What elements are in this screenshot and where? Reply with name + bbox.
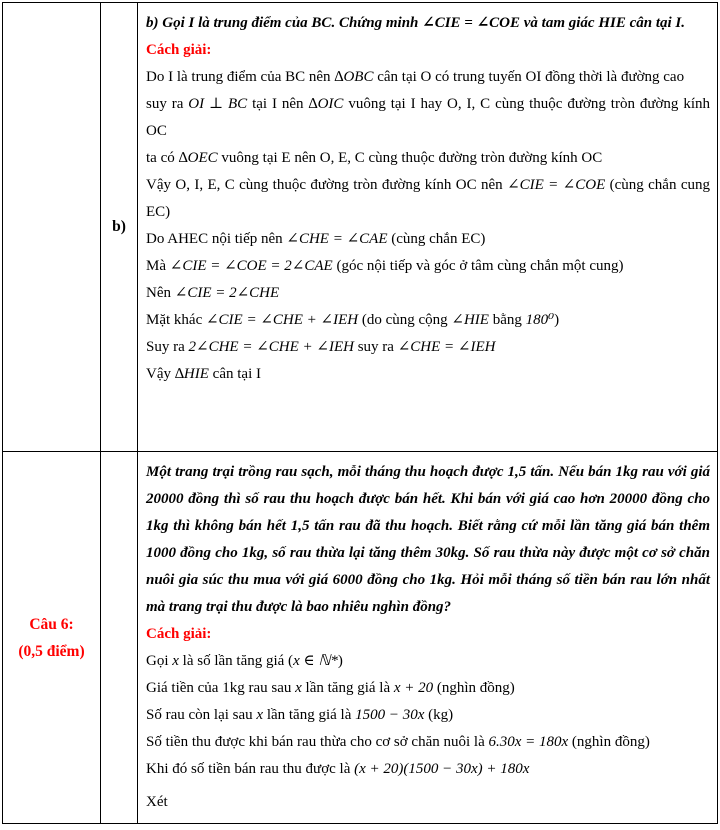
- solution-step: [146, 334, 710, 361]
- math-expression: ∠CIE = ∠COE: [507, 177, 606, 193]
- text-segment: và tam giác HIE cân tại I.: [520, 15, 686, 31]
- text-segment: (nghìn đồng): [568, 734, 650, 750]
- question-number-cell-empty: [3, 3, 101, 451]
- solution-step: [146, 145, 710, 172]
- answer-sheet-table: [2, 2, 718, 824]
- math-expression: 2∠CHE = ∠CHE + ∠IEH: [188, 339, 354, 355]
- row-part-b: [3, 3, 717, 451]
- text-segment: vuông tại E nên O, E, C cùng thuộc đường tròn đường kính OC: [217, 150, 603, 166]
- math-expression: x + 20: [393, 680, 434, 696]
- text-segment: Số rau còn lại sau: [146, 707, 257, 723]
- solution-step: [146, 172, 710, 226]
- text-segment: lần tăng giá là: [301, 680, 394, 696]
- solution-step: [146, 702, 710, 729]
- text-segment: (cùng chắn cung EC): [146, 177, 711, 220]
- text-segment: Giá tiền của 1kg rau sau: [146, 680, 296, 696]
- text-segment: Xét: [146, 794, 168, 810]
- text-segment: cân tại I: [208, 366, 261, 382]
- math-expression: ∠CIE = ∠COE: [422, 15, 521, 31]
- text-segment: b) Gọi I là trung điểm của BC. Chứng minh: [146, 15, 423, 31]
- solution-step: [146, 729, 710, 756]
- math-expression: x: [295, 680, 302, 696]
- math-expression: 1500 − 30x: [355, 707, 425, 723]
- text-segment: Khi đó số tiền bán rau thu được là: [146, 761, 355, 777]
- text-segment: Nên: [146, 285, 175, 301]
- statement-part-b: [146, 10, 710, 37]
- solution-step: [146, 280, 710, 307]
- solution-content-cell-b: [138, 3, 717, 451]
- text-segment: bằng: [488, 312, 526, 328]
- solution-step: [146, 675, 710, 702]
- solution-step: [146, 226, 710, 253]
- math-expression: ∠HIE: [451, 312, 489, 328]
- text-segment: suy ra: [353, 339, 398, 355]
- text-segment: Một trang trại trồng rau sạch, mỗi tháng thu hoạch được 1,5 tấn. Nếu bán 1kg rau với giá 20000 đồng thì số rau thu hoạch được bán hết. Khi bán với giá cao hơn 20000 đồng cho 1kg thì không bán hết 1,5 tấn rau đã thu hoạch. Biết rằng cứ mỗi lần tăng giá bán thêm 1000 đồng cho 1kg, số rau thừa lại tăng thêm 30kg. Số rau thừa này được một cơ sở chăn nuôi gia súc thu mua với giá 6000 đồng cho 1kg. Hỏi mỗi tháng số tiền bán rau lớn nhất mà trang trại thu được là bao nhiêu nghìn đồng?: [146, 464, 710, 615]
- math-expression: ∆HIE: [174, 366, 209, 382]
- question-6-label: Câu 6:: [29, 615, 74, 633]
- text-segment: (cùng chắn EC): [387, 231, 486, 247]
- part-label: b): [112, 218, 126, 235]
- math-expression: 6.30x = 180x: [488, 734, 569, 750]
- text-segment: Do AHEC nội tiếp nên: [146, 231, 287, 247]
- math-expression: ∠CIE = 2∠CHE: [174, 285, 280, 301]
- solution-step: [146, 64, 710, 91]
- text-segment: là số lần tăng giá (: [178, 653, 294, 669]
- text-segment: Mà: [146, 258, 170, 274]
- math-expression: ∠CHE = ∠CAE: [286, 231, 388, 247]
- math-expression: ∆OBC: [334, 69, 374, 85]
- solution-step: [146, 91, 710, 145]
- solution-method-heading: Cách giải:: [146, 626, 212, 642]
- text-segment: Vậy: [146, 366, 175, 382]
- text-segment: Suy ra: [146, 339, 189, 355]
- solution-step: [146, 789, 710, 816]
- row-question-6: [3, 451, 717, 823]
- math-expression: ∠CHE = ∠IEH: [397, 339, 496, 355]
- solution-step: [146, 253, 710, 280]
- text-segment: Mặt khác: [146, 312, 206, 328]
- solution-step: [146, 361, 710, 388]
- math-expression: ∆OEC: [178, 150, 218, 166]
- text-segment: Do I là trung điểm của BC nên: [146, 69, 335, 85]
- text-segment: ): [554, 312, 560, 328]
- text-segment: cân tại O có trung tuyến OI đồng thời là đường cao: [373, 69, 685, 85]
- text-segment: Vậy O, I, E, C cùng thuộc đường tròn đường kính OC nên: [146, 177, 508, 193]
- text-segment: ta có: [146, 150, 179, 166]
- question-number-cell: [3, 452, 101, 823]
- solution-step: [146, 307, 710, 334]
- text-segment: tại I nên: [247, 96, 309, 112]
- math-expression: ∠CIE = ∠CHE + ∠IEH: [205, 312, 359, 328]
- text-segment: lần tăng giá là: [263, 707, 356, 723]
- text-segment: Gọi: [146, 653, 173, 669]
- text-segment: (nghìn đồng): [433, 680, 515, 696]
- question-6-points: (0,5 điểm): [18, 642, 85, 660]
- math-expression: ∆OIC: [308, 96, 344, 112]
- statement-question-6: [146, 459, 710, 621]
- solution-step: [146, 648, 710, 675]
- solution-step: [146, 756, 710, 783]
- text-segment: ): [337, 653, 343, 669]
- math-expression: OI ⊥ BC: [188, 96, 248, 112]
- math-expression: x: [172, 653, 179, 669]
- text-segment: (do cùng cộng: [358, 312, 452, 328]
- math-expression: x: [256, 707, 264, 723]
- text-segment: suy ra: [146, 96, 189, 112]
- text-segment: (góc nội tiếp và góc ở tâm cùng chắn một cung): [332, 258, 624, 274]
- math-expression: (x + 20)(1500 − 30x) + 180x: [354, 761, 530, 777]
- math-expression: x ∈ ℕ*: [293, 653, 338, 669]
- part-label-cell: [101, 3, 138, 451]
- text-segment: (kg): [424, 707, 454, 723]
- solution-method-heading: Cách giải:: [146, 42, 212, 58]
- solution-content-cell-q6: [138, 452, 717, 823]
- part-label-cell-empty: [101, 452, 138, 823]
- math-expression: 180⁰: [525, 312, 555, 328]
- text-segment: Số tiền thu được khi bán rau thừa cho cơ sở chăn nuôi là: [146, 734, 489, 750]
- math-expression: ∠CIE = ∠COE = 2∠CAE: [169, 258, 333, 274]
- text-segment: vuông tại I hay O, I, C cùng thuộc đường tròn đường kính OC: [146, 96, 710, 139]
